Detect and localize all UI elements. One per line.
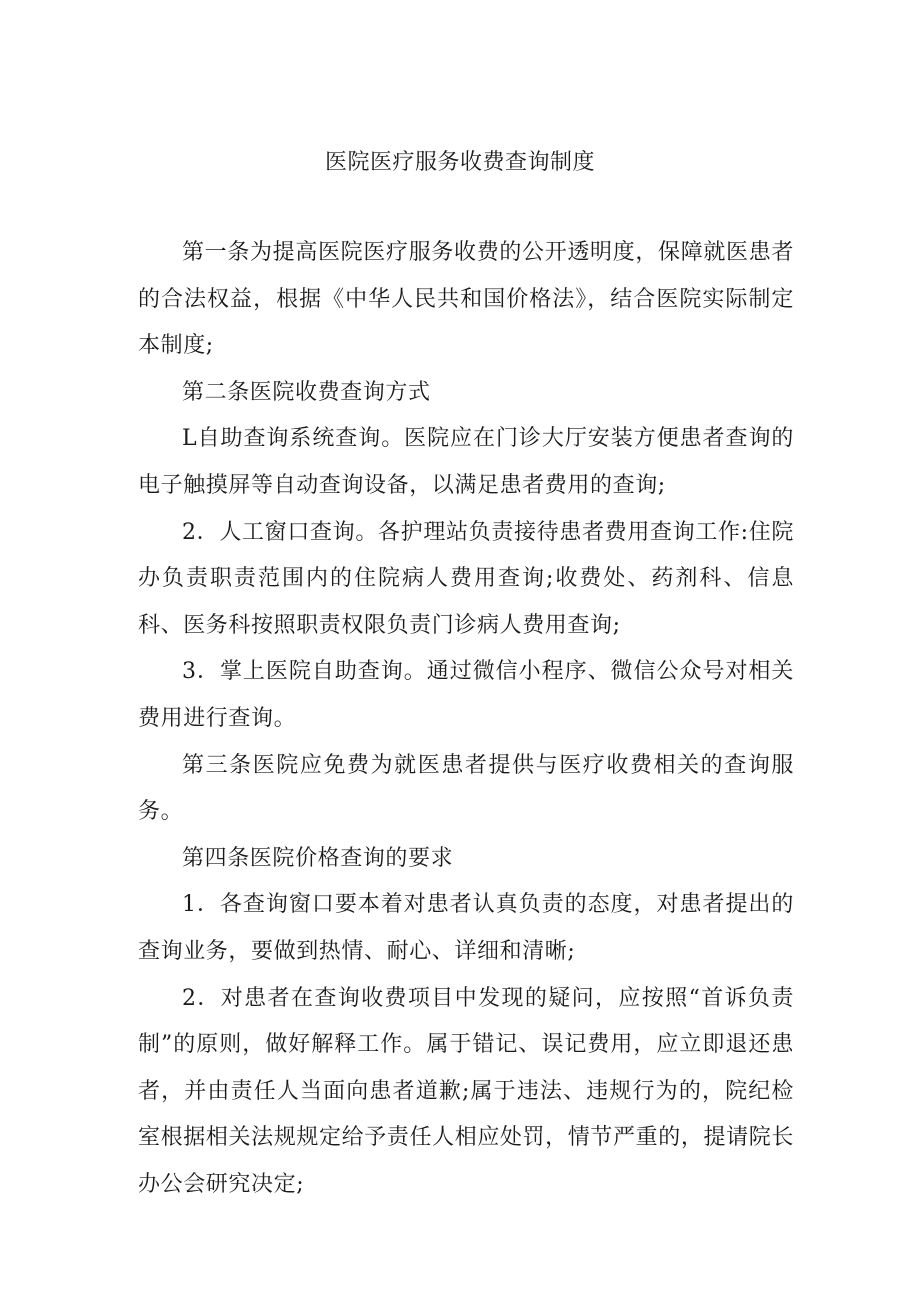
paragraph-article-2-heading: 第二条医院收费查询方式 [182, 379, 431, 405]
paragraph-article-4-item-1: 1．各查询窗口要本着对患者认真负责的态度，对患者提出的查询业务，要做到热情、耐心、详细和清晰; [138, 892, 794, 964]
paragraph-article-3: 第三条医院应免费为就医患者提供与医疗收费相关的查询服务。 [138, 752, 794, 825]
document-title: 医院医疗服务收费查询制度 [324, 150, 595, 175]
paragraph-article-1: 第一条为提高医院医疗服务收费的公开透明度，保障就医患者的合法权益，根据《中华人民共和国价格法》，结合医院实际制定本制度; [138, 240, 794, 359]
paragraph-article-2-item-3: 3．掌上医院自助查询。通过微信小程序、微信公众号对相关费用进行查询。 [138, 659, 794, 731]
paragraph-article-2-item-1: L自助查询系统查询。医院应在门诊大厅安装方便患者查询的电子触摸屏等自动查询设备，以满足患者费用的查询; [138, 426, 794, 498]
paragraph-article-4-heading: 第四条医院价格查询的要求 [182, 845, 454, 871]
document-body [138, 230, 794, 1208]
paragraph-article-4-item-2: 2．对患者在查询收费项目中发现的疑问，应按照“首诉负责制”的原则，做好解释工作。属于错记、误记费用，应立即退还患者，并由责任人当面向患者道歉;属于违法、违规行为的，院纪检室根据相关法规规定给予责任人相应处罚，情节严重的，提请院长办公会研究决定; [138, 985, 794, 1197]
paragraph-article-2-item-2: 2．人工窗口查询。各护理站负责接待患者费用查询工作:住院办负责职责范围内的住院病人费用查询;收费处、药剂科、信息科、医务科按照职责权限负责门诊病人费用查询; [138, 519, 794, 638]
